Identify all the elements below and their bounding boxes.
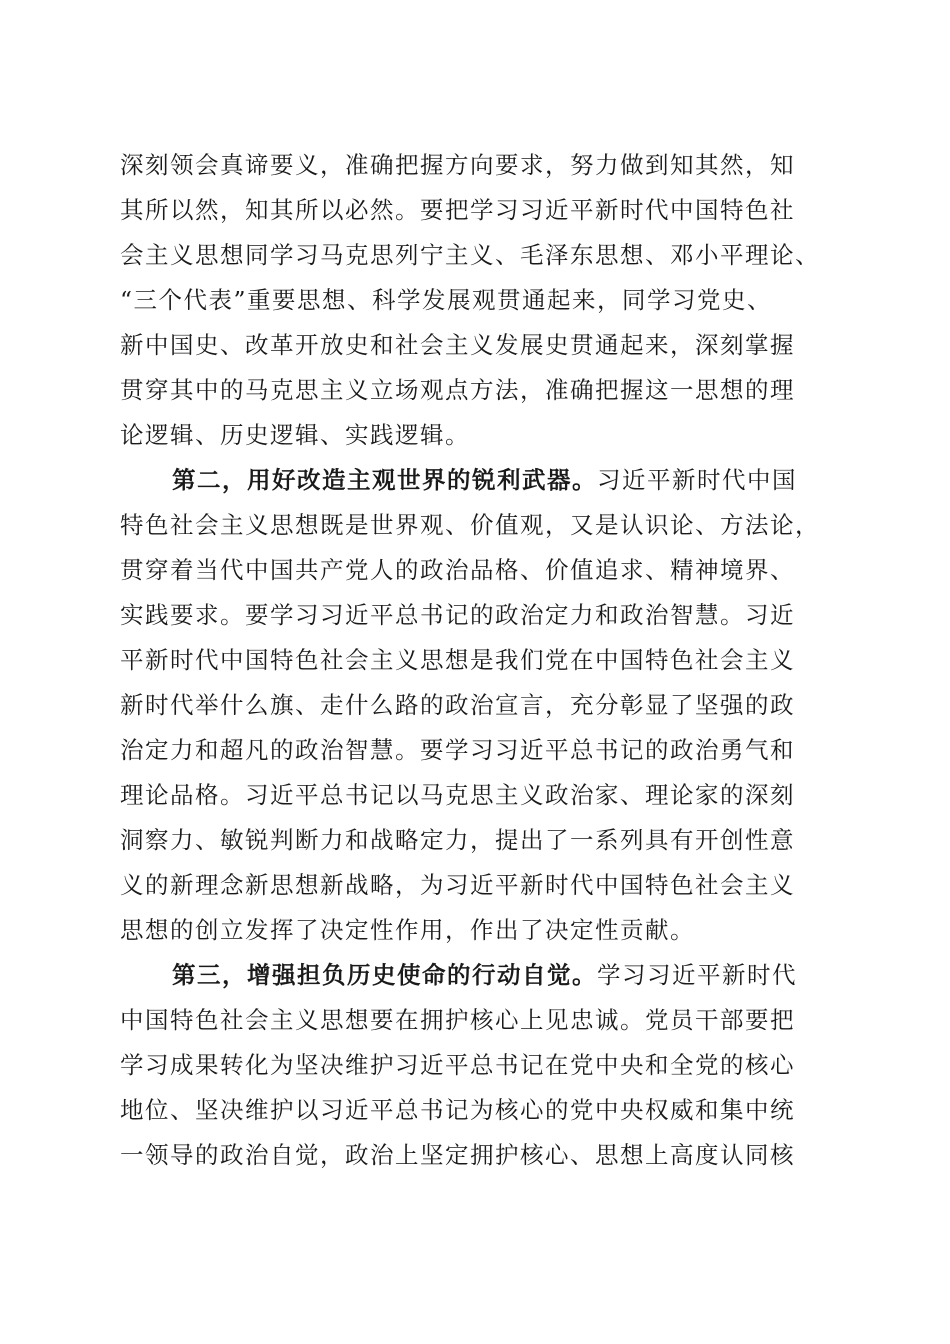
heading-continuation: 学习习近平新时代 bbox=[597, 961, 797, 989]
paragraph-heading: 第三，增强担负历史使命的行动自觉。 bbox=[172, 961, 597, 989]
text-line: 理论品格。习近平总书记以马克思主义政治家、理论家的深刻 bbox=[120, 781, 795, 809]
paragraph-heading: 第二，用好改造主观世界的锐利武器。 bbox=[172, 466, 597, 494]
text-line: “三个代表”重要思想、科学发展观贯通起来，同学习党史、 bbox=[120, 286, 773, 314]
text-line: 特色社会主义思想既是世界观、价值观，又是认识论、方法论， bbox=[120, 511, 820, 539]
body-text bbox=[120, 143, 832, 1178]
text-line: 新中国史、改革开放史和社会主义发展史贯通起来，深刻掌握 bbox=[120, 331, 795, 359]
text-line: 实践要求。要学习习近平总书记的政治定力和政治智慧。习近 bbox=[120, 601, 795, 629]
paragraph-first-line bbox=[120, 953, 832, 998]
paragraph-first-line bbox=[120, 458, 832, 503]
text-line: 学习成果转化为坚决维护习近平总书记在党中央和全党的核心 bbox=[120, 1051, 795, 1079]
text-line: 地位、坚决维护以习近平总书记为核心的党中央权威和集中统 bbox=[120, 1096, 795, 1124]
text-line: 义的新理念新思想新战略，为习近平新时代中国特色社会主义 bbox=[120, 871, 795, 899]
paragraph-3 bbox=[120, 953, 832, 1178]
text-line: 平新时代中国特色社会主义思想是我们党在中国特色社会主义 bbox=[120, 646, 795, 674]
text-line: 贯穿其中的马克思主义立场观点方法，准确把握这一思想的理 bbox=[120, 376, 795, 404]
text-line: 贯穿着当代中国共产党人的政治品格、价值追求、精神境界、 bbox=[120, 556, 795, 584]
text-line: 新时代举什么旗、走什么路的政治宣言，充分彰显了坚强的政 bbox=[120, 691, 795, 719]
paragraph-1 bbox=[120, 143, 832, 458]
text-line: 中国特色社会主义思想要在拥护核心上见忠诚。党员干部要把 bbox=[120, 1006, 795, 1034]
heading-continuation: 习近平新时代中国 bbox=[597, 466, 797, 494]
text-line: 会主义思想同学习马克思列宁主义、毛泽东思想、邓小平理论、 bbox=[120, 241, 820, 269]
text-line: 治定力和超凡的政治智慧。要学习习近平总书记的政治勇气和 bbox=[120, 736, 795, 764]
text-line: 其所以然，知其所以必然。要把学习习近平新时代中国特色社 bbox=[120, 196, 795, 224]
text-line: 一领导的政治自觉，政治上坚定拥护核心、思想上高度认同核 bbox=[120, 1141, 795, 1169]
text-line: 论逻辑、历史逻辑、实践逻辑。 bbox=[120, 421, 470, 449]
text-line: 洞察力、敏锐判断力和战略定力，提出了一系列具有开创性意 bbox=[120, 826, 795, 854]
text-line: 思想的创立发挥了决定性作用，作出了决定性贡献。 bbox=[120, 916, 695, 944]
text-line: 深刻领会真谛要义，准确把握方向要求，努力做到知其然，知 bbox=[120, 151, 795, 179]
paragraph-2 bbox=[120, 458, 832, 953]
